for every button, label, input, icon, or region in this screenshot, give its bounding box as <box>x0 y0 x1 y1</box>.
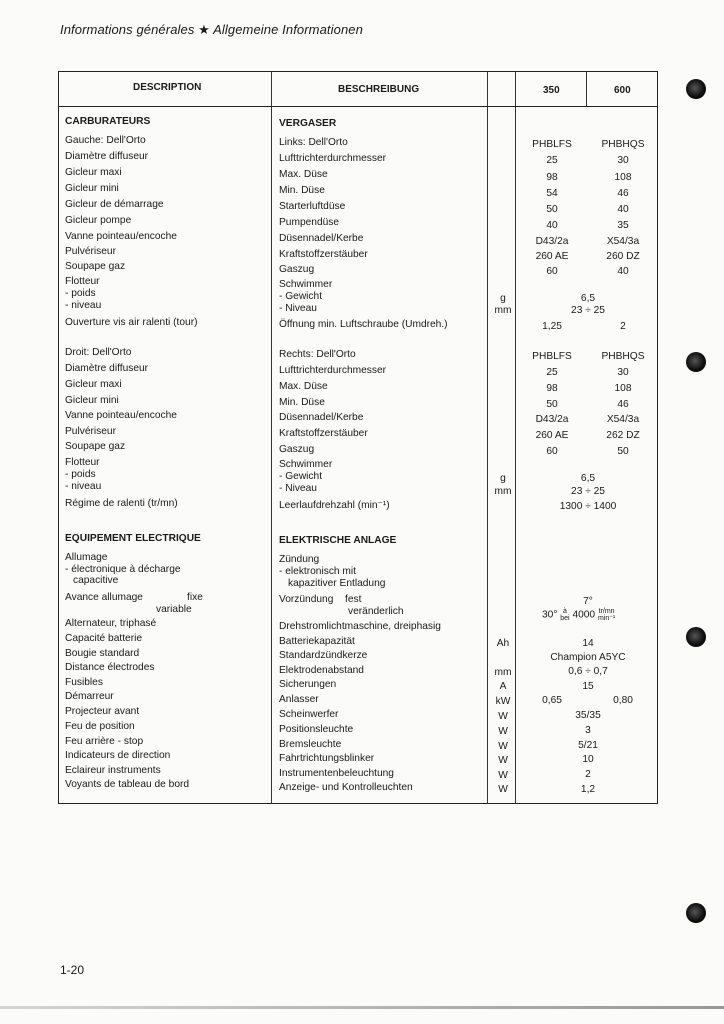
demarreur-600: 0,80 <box>613 695 633 706</box>
ouverture-fr: Ouverture vis air ralenti (tour) <box>65 317 198 328</box>
table-row-val: 14 <box>582 638 594 649</box>
table-row-350: 98 <box>546 172 558 183</box>
niveau-unit: mm <box>494 305 512 316</box>
header-divider <box>59 106 657 107</box>
table-row-de: Bremsleuchte <box>279 739 342 750</box>
table-row-fr: Vanne pointeau/encoche <box>65 410 177 421</box>
table-row-fr: Capacité batterie <box>65 633 143 644</box>
table-row-fr: Gicleur maxi <box>65 167 122 178</box>
punch-hole-icon <box>686 352 706 372</box>
table-row-600: 262 DZ <box>606 430 640 441</box>
niveau-val: 23 ÷ 25 <box>571 486 605 497</box>
table-row-350: 50 <box>546 399 558 410</box>
table-row-fr: Feu de position <box>65 721 135 732</box>
elec-de-line1: - elektronisch mit <box>279 566 356 577</box>
table-row-de: Instrumentenbeleuchtung <box>279 768 394 779</box>
table-row-fr: Indicateurs de direction <box>65 750 171 761</box>
col-header-350: 350 <box>543 85 560 96</box>
table-row-350: 25 <box>546 367 558 378</box>
page-header: Informations générales ★ Allgemeine Informationen <box>60 22 363 37</box>
table-row-350: 40 <box>546 220 558 231</box>
ouverture-600: 2 <box>620 321 626 332</box>
avance-de-fest: fest <box>345 594 362 605</box>
table-row-fr: Gicleur mini <box>65 395 119 406</box>
demarreur-350: 0,65 <box>542 695 562 706</box>
avance-rpm: 4000 <box>572 609 596 621</box>
table-row-de: Düsennadel/Kerbe <box>279 233 364 244</box>
table-row-600: 30 <box>617 155 629 166</box>
poids-fr: - poids <box>65 288 96 299</box>
table-row-de: Elektrodenabstand <box>279 665 364 676</box>
table-row-val: 35/35 <box>575 710 601 721</box>
table-row-de: Positionsleuchte <box>279 724 354 735</box>
table-row-de: Sicherungen <box>279 679 337 690</box>
section-title-electrique: EQUIPEMENT ELECTRIQUE <box>65 533 201 544</box>
table-row-fr: Bougie standard <box>65 648 140 659</box>
niveau-val: 23 ÷ 25 <box>571 305 605 316</box>
table-row-de: Kraftstoffzerstäuber <box>279 249 368 260</box>
avance-bei: à bei <box>560 608 570 622</box>
poids-val: 6,5 <box>580 293 596 304</box>
table-row-600: 40 <box>617 204 629 215</box>
table-row-fr: Soupape gaz <box>65 261 126 272</box>
table-row-unit: Ah <box>496 638 510 649</box>
table-row-600: X54/3a <box>606 236 640 247</box>
table-row-fr: Gicleur maxi <box>65 379 122 390</box>
avance-var-deg: 30° <box>542 609 558 621</box>
table-row-600: 108 <box>614 383 632 394</box>
table-row-350: 260 AE <box>535 251 569 262</box>
alternateur-de: Drehstromlichtmaschine, dreiphasig <box>279 621 441 632</box>
table-row-fr: Diamètre diffuseur <box>65 363 149 374</box>
float-de: Schwimmer <box>279 279 333 290</box>
poids-val: 6,5 <box>580 473 596 484</box>
table-row-600: 35 <box>617 220 629 231</box>
table-row-fr: Gicleur mini <box>65 183 119 194</box>
allumage-fr: Allumage <box>65 552 108 563</box>
table-row-de: Kraftstoffzerstäuber <box>279 428 368 439</box>
section-title-elektrische: ELEKTRISCHE ANLAGE <box>279 535 397 546</box>
table-row-600: 40 <box>617 266 629 277</box>
table-row-600: 46 <box>617 188 629 199</box>
carb-left-head-350: PHBLFS <box>532 139 572 150</box>
table-row-350: 98 <box>546 383 558 394</box>
table-row-val: 0,6 ÷ 0,7 <box>568 666 608 677</box>
table-row-val: 5/21 <box>578 740 598 751</box>
table-row-de: Lufttrichterdurchmesser <box>279 153 387 164</box>
table-row-unit: mm <box>494 667 512 678</box>
col-divider <box>487 72 488 803</box>
page-number: 1-20 <box>60 963 85 977</box>
table-row-unit: W <box>498 755 508 766</box>
table-row-fr: Feu arrière - stop <box>65 736 144 747</box>
table-row-val: 15 <box>582 681 594 692</box>
col-header-description: DESCRIPTION <box>133 82 202 93</box>
demarreur-de: Anlasser <box>279 694 319 705</box>
carb-left-head-600: PHBHQS <box>601 139 645 150</box>
table-row-fr: Eclaireur instruments <box>65 765 161 776</box>
punch-hole-icon <box>686 627 706 647</box>
table-row-de: Gaszug <box>279 264 315 275</box>
table-row-val: 2 <box>585 769 591 780</box>
avance-fixe-val: 7° <box>583 596 593 607</box>
ralenti-fr: Régime de ralenti (tr/mn) <box>65 498 178 509</box>
table-row-350: 54 <box>546 188 558 199</box>
table-row-val: Champion A5YC <box>550 652 626 663</box>
section-title-vergaser: VERGASER <box>279 118 337 129</box>
table-row-fr: Soupape gaz <box>65 441 126 452</box>
table-row-350: 50 <box>546 204 558 215</box>
carb-right-head-de: Rechts: Dell'Orto <box>279 349 356 360</box>
punch-hole-icon <box>686 79 706 99</box>
table-row-350: D43/2a <box>535 414 569 425</box>
table-row-fr: Voyants de tableau de bord <box>65 779 190 790</box>
table-row-350: 60 <box>546 446 558 457</box>
table-row-fr: Pulvériseur <box>65 426 116 437</box>
table-row-de: Pumpendüse <box>279 217 340 228</box>
table-row-de: Anzeige- und Kontrolleuchten <box>279 782 413 793</box>
table-row-de: Gaszug <box>279 444 315 455</box>
col-divider <box>586 72 587 107</box>
table-row-val: 1,2 <box>580 784 596 795</box>
table-row-unit: W <box>498 726 508 737</box>
col-header-beschreibung: BESCHREIBUNG <box>338 84 420 95</box>
poids-de: - Gewicht <box>279 291 323 302</box>
table-row-fr: Pulvériseur <box>65 246 116 257</box>
table-row-fr: Distance électrodes <box>65 662 155 673</box>
table-row-de: Min. Düse <box>279 185 325 196</box>
allumage-de: Zündung <box>279 554 320 565</box>
table-row-de: Scheinwerfer <box>279 709 339 720</box>
table-row-de: Max. Düse <box>279 381 328 392</box>
table-row-de: Min. Düse <box>279 397 325 408</box>
table-row-600: X54/3a <box>606 414 640 425</box>
avance-unit: tr/mn min⁻¹ <box>597 608 616 622</box>
poids-unit: g <box>500 473 506 484</box>
carb-right-head-350: PHBLFS <box>532 351 572 362</box>
col-divider <box>271 72 272 803</box>
table-row-de: Max. Düse <box>279 169 328 180</box>
avance-de-var: veränderlich <box>348 606 404 617</box>
table-row-fr: Diamètre diffuseur <box>65 151 149 162</box>
col-divider <box>515 72 516 803</box>
carb-left-head-de: Links: Dell'Orto <box>279 137 348 148</box>
float-fr: Flotteur <box>65 457 100 468</box>
carb-right-head-600: PHBHQS <box>601 351 645 362</box>
ouverture-350: 1,25 <box>542 321 562 332</box>
alternateur-fr: Alternateur, triphasé <box>65 618 157 629</box>
niveau-unit: mm <box>494 486 512 497</box>
table-row-de: Starterluftdüse <box>279 201 346 212</box>
table-row-fr: Projecteur avant <box>65 706 140 717</box>
avance-de: Vorzündung <box>279 594 334 605</box>
carb-left-head-fr: Gauche: Dell'Orto <box>65 135 146 146</box>
table-row-fr: Gicleur pompe <box>65 215 132 226</box>
elec-de-line2: kapazitiver Entladung <box>288 578 386 589</box>
table-row-600: 108 <box>614 172 632 183</box>
table-row-de: Standardzündkerze <box>279 650 368 661</box>
float-fr: Flotteur <box>65 276 100 287</box>
table-row-unit: W <box>498 784 508 795</box>
ouverture-de: Öffnung min. Luftschraube (Umdreh.) <box>279 319 448 330</box>
table-row-350: 260 AE <box>535 430 569 441</box>
table-row-de: Batteriekapazität <box>279 636 355 647</box>
table-row-de: Düsennadel/Kerbe <box>279 412 364 423</box>
spec-table <box>58 71 658 804</box>
table-row-fr: Gicleur de démarrage <box>65 199 164 210</box>
niveau-fr: - niveau <box>65 481 102 492</box>
table-row-de: Fahrtrichtungsblinker <box>279 753 375 764</box>
poids-unit: g <box>500 293 506 304</box>
niveau-de: - Niveau <box>279 483 317 494</box>
avance-fr: Avance allumage <box>65 592 143 603</box>
float-de: Schwimmer <box>279 459 333 470</box>
avance-fr-variable: variable <box>156 604 192 615</box>
table-row-600: 30 <box>617 367 629 378</box>
table-row-val: 3 <box>585 725 591 736</box>
table-row-unit: W <box>498 741 508 752</box>
ralenti-de: Leerlaufdrehzahl (min⁻¹) <box>279 500 390 511</box>
table-row-600: 50 <box>617 446 629 457</box>
scan-artifact-line <box>0 1006 724 1009</box>
table-row-600: 46 <box>617 399 629 410</box>
section-title-carburateurs: CARBURATEURS <box>65 116 151 127</box>
table-row-600: 260 DZ <box>606 251 640 262</box>
col-header-600: 600 <box>614 85 631 96</box>
niveau-fr: - niveau <box>65 300 102 311</box>
table-row-val: 10 <box>582 754 594 765</box>
poids-fr: - poids <box>65 469 96 480</box>
table-row-de: Lufttrichterdurchmesser <box>279 365 387 376</box>
demarreur-fr: Démarreur <box>65 691 114 702</box>
elec-fr-line1: - électronique à décharge <box>65 564 181 575</box>
table-row-unit: W <box>498 711 508 722</box>
ralenti-val: 1300 ÷ 1400 <box>559 501 617 512</box>
table-row-unit: W <box>498 770 508 781</box>
elec-fr-line2: capacitive <box>73 575 119 586</box>
table-row-fr: Fusibles <box>65 677 103 688</box>
table-row-350: 25 <box>546 155 558 166</box>
punch-hole-icon <box>686 903 706 923</box>
niveau-de: - Niveau <box>279 303 317 314</box>
table-row-350: D43/2a <box>535 236 569 247</box>
table-row-unit: A <box>499 681 507 692</box>
demarreur-unit: kW <box>495 696 511 707</box>
table-row-350: 60 <box>546 266 558 277</box>
avance-var-val <box>542 608 615 622</box>
avance-fr-fixe: fixe <box>187 592 203 603</box>
carb-right-head-fr: Droit: Dell'Orto <box>65 347 132 358</box>
table-row-fr: Vanne pointeau/encoche <box>65 231 177 242</box>
poids-de: - Gewicht <box>279 471 323 482</box>
